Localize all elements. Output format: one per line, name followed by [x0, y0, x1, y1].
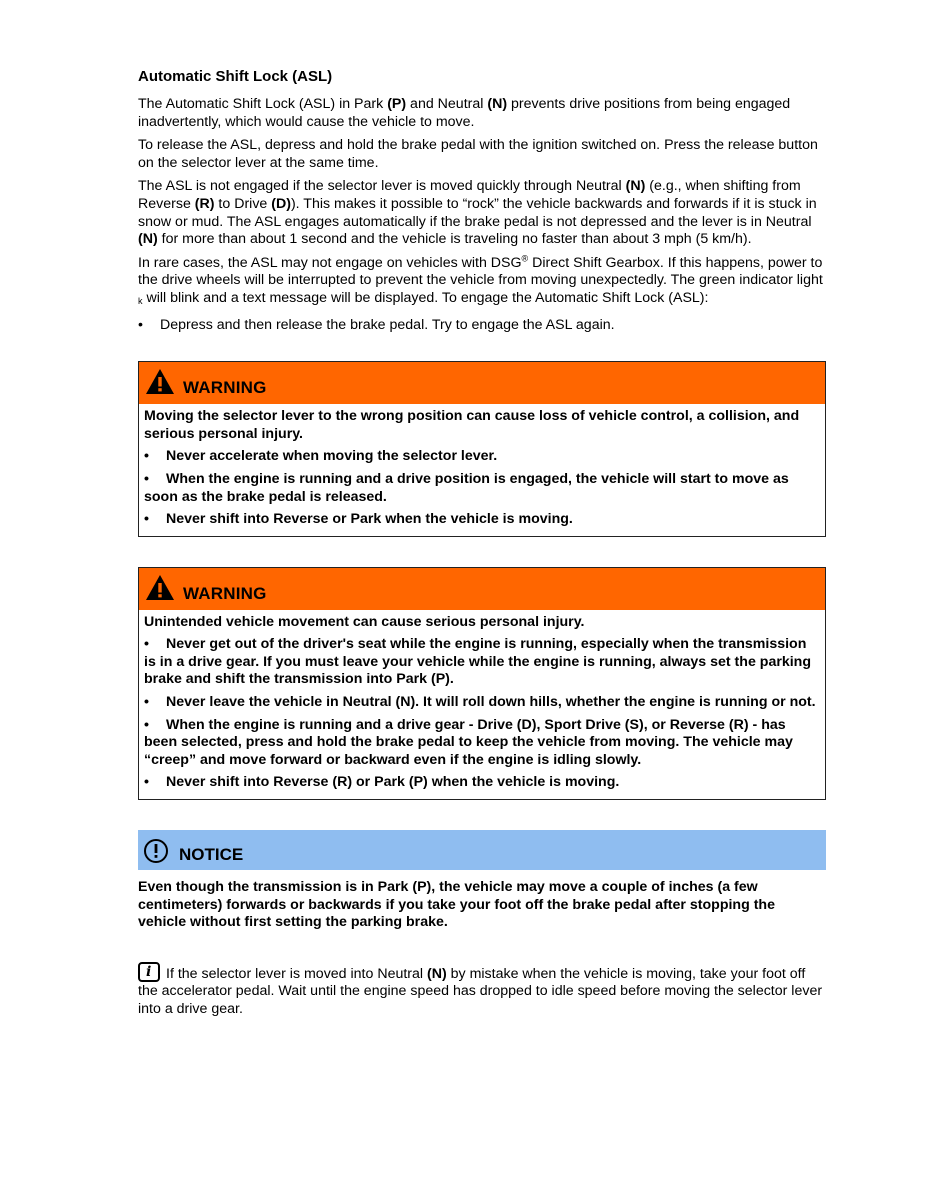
warning-body	[139, 404, 825, 536]
warning-box	[138, 567, 826, 800]
list-item: • Never leave the vehicle in Neutral (N). It will roll down hills, whether the engine is running or not.	[144, 694, 816, 711]
warning-title: WARNING	[183, 583, 267, 603]
exclamation-circle-icon	[143, 838, 169, 864]
notice-body: Even though the transmission is in Park (P), the vehicle may move a couple of inches (a few centimeters) forwards or backwards if you take your foot off the brake pedal after stopping the vehicle without first setting the parking brake.	[138, 879, 775, 931]
list-item: • Never get out of the driver's seat while the engine is running, especially when the transmission is in a drive gear. If you must leave your vehicle while the engine is running, always set the parking brake and shift the transmission into Park (P).	[144, 636, 812, 688]
info-note: i If the selector lever is moved into Neutral (N) by mistake when the vehicle is moving, take your foot off the accelerator pedal. Wait until the engine speed has dropped to idle speed before moving the selector lever into a drive gear.	[138, 963, 823, 1017]
warning-body	[139, 610, 825, 799]
warning-intro: Unintended vehicle movement can cause serious personal injury.	[144, 613, 585, 630]
notice-header	[138, 830, 826, 870]
warning-header	[139, 568, 825, 610]
list-item: • When the engine is running and a drive position is engaged, the vehicle will start to move as soon as the brake pedal is released.	[144, 470, 789, 505]
paragraph-asl-intro: The Automatic Shift Lock (ASL) in Park (P) and Neutral (N) prevents drive positions from being engaged inadvertently, which would cause the vehicle to move.	[138, 96, 791, 130]
warning-triangle-icon	[145, 366, 175, 398]
list-item: • Depress and then release the brake pedal. Try to engage the ASL again.	[138, 316, 615, 333]
paragraph-rare-cases: In rare cases, the ASL may not engage on vehicles with DSG® Direct Shift Gearbox. If this happens, power to the drive wheels will be interrupted to prevent the vehicle from moving unexpectedly. The green indicator light k will blink and a text message will be displayed. To engage the Automatic Shift Lock (ASL):	[138, 253, 823, 306]
section-heading: Automatic Shift Lock (ASL)	[138, 68, 333, 85]
warning-triangle-icon	[145, 572, 175, 604]
indicator-light-symbol: k	[138, 295, 143, 306]
list-item: • Never accelerate when moving the selector lever.	[144, 448, 498, 465]
bullet-dot: •	[138, 316, 143, 333]
warning-intro: Moving the selector lever to the wrong position can cause loss of vehicle control, a collision, and serious personal injury.	[144, 408, 800, 442]
warning-header	[139, 362, 825, 404]
list-item: • When the engine is running and a drive gear - Drive (D), Sport Drive (S), or Reverse (R) - has been selected, press and hold the brake pedal to keep the vehicle from moving. The vehicle may “creep” and move forward or backward even if the engine is idling slowly.	[144, 716, 793, 768]
warning-box	[138, 361, 826, 537]
paragraph-release: To release the ASL, depress and hold the brake pedal with the ignition switched on. Press the release button on the selector lever at the same time.	[138, 137, 818, 171]
warning-title: WARNING	[183, 378, 267, 398]
notice-title: NOTICE	[179, 845, 244, 865]
list-item: • Never shift into Reverse or Park when the vehicle is moving.	[144, 511, 573, 528]
info-icon: i	[138, 962, 160, 982]
list-item: • Never shift into Reverse (R) or Park (P) when the vehicle is moving.	[144, 774, 620, 791]
page	[138, 66, 826, 1019]
paragraph-not-engaged: The ASL is not engaged if the selector lever is moved quickly through Neutral (N) (e.g., when shifting from Reverse (R) to Drive (D)). This makes it possible to “rock” the vehicle backwards and forwards if it is stuck in snow or mud. The ASL engages automatically if the brake pedal is not depressed and the lever is in Neutral (N) for more than about 1 second and the vehicle is traveling no faster than about 3 mph (5 km/h).	[138, 178, 817, 248]
